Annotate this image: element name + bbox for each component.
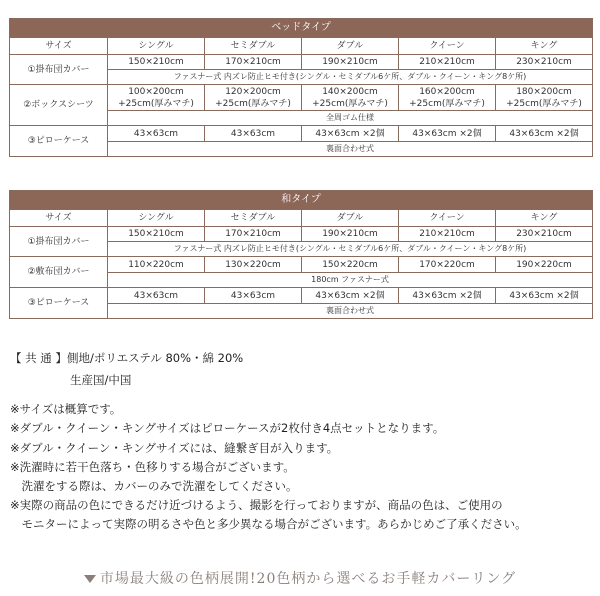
cover-note: ファスナー式 内ズレ防止ヒモ付き(シングル・セミダブル6ケ所、ダブル・クイーン・キング8ケ所) xyxy=(108,242,593,257)
note-line: ※ダブル・クイーン・キングサイズには、縫繋ぎ目が入ります。 xyxy=(10,441,339,455)
header-single: シングル xyxy=(108,210,205,227)
note-line: ※実際の商品の色にできるだけ近づけるよう、撮影を行っておりますが、商品の色は、ご使用の xyxy=(10,498,503,512)
row-label-pillow: ③ピローケース xyxy=(10,126,108,157)
header-double: ダブル xyxy=(302,38,399,55)
box-note: 全周ゴム仕様 xyxy=(108,111,593,126)
triangle-down-icon xyxy=(84,575,96,583)
pillow-note: 裏面合わせ式 xyxy=(108,304,593,319)
cell-size: 43×63cm ×2個 xyxy=(399,126,496,142)
row-label-box-sheet: ②ボックスシーツ xyxy=(10,85,108,126)
cell-size xyxy=(205,85,302,111)
footer-text: 市場最大級の色柄展開!20色柄から選べるお手軽カバーリング xyxy=(99,571,517,587)
header-semi-double: セミダブル xyxy=(205,38,302,55)
cell-size: 150×210cm xyxy=(108,227,205,242)
cell-size: 210×210cm xyxy=(399,227,496,242)
common-origin: 生産国/中国 xyxy=(70,373,132,387)
row-label-cover: ①掛布団カバー xyxy=(10,55,108,85)
header-king: キング xyxy=(496,210,593,227)
cell-size: 43×63cm xyxy=(205,288,302,304)
depth-text: +25cm(厚みマチ) xyxy=(118,98,194,109)
row-label-pillow: ③ピローケース xyxy=(10,288,108,319)
row-label-shiki-cover: ②敷布団カバー xyxy=(10,257,108,288)
cell-size: 43×63cm ×2個 xyxy=(302,288,399,304)
note-line: ※ダブル・クイーン・キングサイズはピローケースが2枚付き4点セットとなります。 xyxy=(10,421,445,435)
bed-type-table xyxy=(9,18,593,157)
cover-note: ファスナー式 内ズレ防止ヒモ付き(シングル・セミダブル6ケ所、ダブル・クイーン・キング8ケ所) xyxy=(108,70,593,85)
common-material: 側地/ポリエステル 80%・綿 20% xyxy=(66,351,244,365)
cell-size: 170×210cm xyxy=(205,227,302,242)
cell-size xyxy=(496,85,593,111)
shiki-note: 180cm ファスナー式 xyxy=(108,273,593,288)
row-label-cover: ①掛布団カバー xyxy=(10,227,108,257)
cell-size xyxy=(302,85,399,111)
size-text: 180×200cm xyxy=(516,86,572,97)
note-line: ※洗濯時に若干色落ち・色移りする場合がございます。 xyxy=(10,460,295,474)
cell-size: 170×220cm xyxy=(399,257,496,273)
cell-size: 210×210cm xyxy=(399,55,496,70)
header-double: ダブル xyxy=(302,210,399,227)
common-material-line xyxy=(10,350,243,366)
cell-size: 190×220cm xyxy=(496,257,593,273)
cell-size: 170×210cm xyxy=(205,55,302,70)
common-label: 【 共 通 】 xyxy=(10,351,67,365)
wa-type-table xyxy=(9,190,593,319)
cell-size: 43×63cm ×2個 xyxy=(399,288,496,304)
size-text: 160×200cm xyxy=(419,86,475,97)
cell-size: 230×210cm xyxy=(496,227,593,242)
note-line: 洗濯をする際は、カバーのみで洗濯をしてください。 xyxy=(10,479,298,493)
cell-size: 230×210cm xyxy=(496,55,593,70)
cell-size: 43×63cm ×2個 xyxy=(496,126,593,142)
table-title: ベッドタイプ xyxy=(10,19,593,38)
cell-size: 190×210cm xyxy=(302,55,399,70)
cell-size: 43×63cm ×2個 xyxy=(496,288,593,304)
header-queen: クイーン xyxy=(399,38,496,55)
cell-size xyxy=(108,85,205,111)
header-single: シングル xyxy=(108,38,205,55)
depth-text: +25cm(厚みマチ) xyxy=(215,98,291,109)
cell-size: 130×220cm xyxy=(205,257,302,273)
cell-size xyxy=(399,85,496,111)
header-semi-double: セミダブル xyxy=(205,210,302,227)
header-queen: クイーン xyxy=(399,210,496,227)
note-line: モニターによって実際の明るさや色と多少異なる場合がございます。あらかじめご了承ください。 xyxy=(10,517,527,531)
cell-size: 150×210cm xyxy=(108,55,205,70)
table-title: 和タイプ xyxy=(10,191,593,210)
footer-banner xyxy=(0,568,600,588)
depth-text: +25cm(厚みマチ) xyxy=(409,98,485,109)
header-size: サイズ xyxy=(10,210,108,227)
depth-text: +25cm(厚みマチ) xyxy=(312,98,388,109)
cell-size: 43×63cm xyxy=(205,126,302,142)
size-text: 140×200cm xyxy=(322,86,378,97)
cell-size: 43×63cm ×2個 xyxy=(302,126,399,142)
size-text: 100×200cm xyxy=(128,86,184,97)
depth-text: +25cm(厚みマチ) xyxy=(506,98,582,109)
size-text: 120×200cm xyxy=(225,86,281,97)
header-king: キング xyxy=(496,38,593,55)
cell-size: 190×210cm xyxy=(302,227,399,242)
cell-size: 110×220cm xyxy=(108,257,205,273)
pillow-note: 裏面合わせ式 xyxy=(108,142,593,157)
cell-size: 43×63cm xyxy=(108,126,205,142)
cell-size: 150×220cm xyxy=(302,257,399,273)
header-size: サイズ xyxy=(10,38,108,55)
cell-size: 43×63cm xyxy=(108,288,205,304)
note-line: ※サイズは概算です。 xyxy=(10,402,122,416)
